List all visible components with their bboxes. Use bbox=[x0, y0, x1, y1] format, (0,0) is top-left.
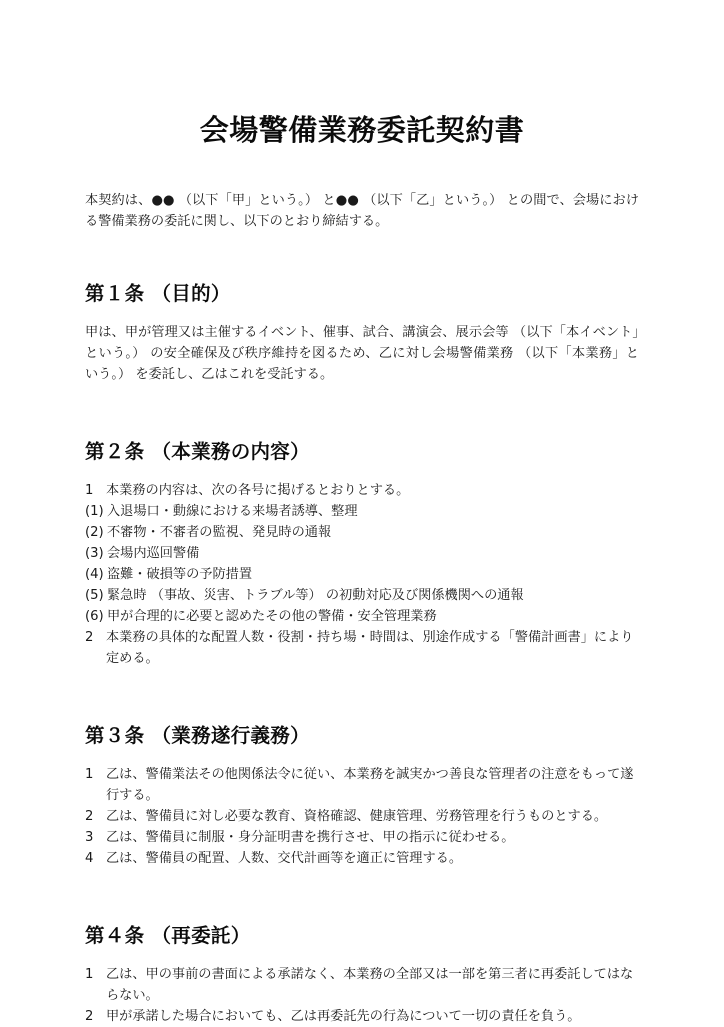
clause-number: 4 bbox=[85, 851, 94, 867]
clause-text: 乙は、甲の事前の書面による承諾なく、本業務の全部又は一部を第三者に再委託してはならない。 bbox=[106, 967, 634, 1004]
article-3-heading: 第３条 （業務遂行義務） bbox=[85, 724, 310, 748]
article-2-clause-1 bbox=[85, 480, 639, 501]
article-1-paragraph: 甲は、甲が管理又は主催するイベント、催事、試合、講演会、展示会等 （以下「本イベント」という。） の安全確保及び秩序維持を図るため、乙に対し会場警備業務 （以下「本業務」という。） を委託し、乙はこれを受託する。 bbox=[85, 325, 639, 383]
clause-text: 乙は、警備業法その他関係法令に従い、本業務を誠実かつ善良な管理者の注意をもって遂行する。 bbox=[106, 767, 634, 804]
item-number: (2) bbox=[85, 525, 104, 541]
article-4-heading: 第４条 （再委託） bbox=[85, 924, 251, 948]
article-4-body bbox=[85, 949, 639, 1027]
article-1 bbox=[85, 232, 639, 385]
clause-text: 乙は、警備員の配置、人数、交代計画等を適正に管理する。 bbox=[106, 851, 463, 867]
article-2-item-2 bbox=[85, 522, 639, 543]
article-3-clause-1 bbox=[85, 764, 639, 806]
article-2-body bbox=[85, 465, 639, 669]
clause-number: 2 bbox=[85, 809, 94, 825]
document-content bbox=[85, 0, 639, 1027]
clause-number: 3 bbox=[85, 830, 94, 846]
article-2-heading: 第２条 （本業務の内容） bbox=[85, 440, 310, 464]
clause-number: 1 bbox=[85, 767, 94, 783]
item-number: (5) bbox=[85, 588, 104, 604]
article-1-heading: 第１条 （目的） bbox=[85, 282, 231, 306]
article-2-item-1 bbox=[85, 501, 639, 522]
clause-text: 本業務の内容は、次の各号に掲げるとおりとする。 bbox=[106, 483, 410, 499]
document-title: 会場警備業務委託契約書 bbox=[199, 113, 525, 147]
clause-text: 乙は、警備員に制服・身分証明書を携行させ、甲の指示に従わせる。 bbox=[106, 830, 515, 846]
article-3-clause-4 bbox=[85, 848, 639, 869]
article-1-body bbox=[85, 307, 639, 385]
item-number: (6) bbox=[85, 609, 104, 625]
article-3-clause-3 bbox=[85, 827, 639, 848]
clause-number: 1 bbox=[85, 967, 94, 983]
article-3 bbox=[85, 669, 639, 869]
article-4-clause-1 bbox=[85, 964, 639, 1006]
item-text: 甲が合理的に必要と認めたその他の警備・安全管理業務 bbox=[107, 609, 437, 625]
article-4 bbox=[85, 869, 639, 1027]
article-2-item-3 bbox=[85, 543, 639, 564]
clause-number: 1 bbox=[85, 483, 94, 499]
article-2-item-6 bbox=[85, 606, 639, 627]
clause-number: 2 bbox=[85, 630, 94, 646]
clause-text: 乙は、警備員に対し必要な教育、資格確認、健康管理、労務管理を行うものとする。 bbox=[106, 809, 608, 825]
item-text: 会場内巡回警備 bbox=[107, 546, 200, 562]
clause-text: 甲が承諾した場合においても、乙は再委託先の行為について一切の責任を負う。 bbox=[106, 1009, 581, 1025]
clause-number: 2 bbox=[85, 1009, 94, 1025]
article-2-item-4 bbox=[85, 564, 639, 585]
item-number: (4) bbox=[85, 567, 104, 583]
article-2 bbox=[85, 385, 639, 669]
clause-text: 本業務の具体的な配置人数・役割・持ち場・時間は、別途作成する「警備計画書」により定める。 bbox=[106, 630, 634, 667]
item-number: (3) bbox=[85, 546, 104, 562]
article-3-clause-2 bbox=[85, 806, 639, 827]
item-text: 入退場口・動線における来場者誘導、整理 bbox=[107, 504, 358, 520]
item-number: (1) bbox=[85, 504, 104, 520]
item-text: 不審物・不審者の監視、発見時の通報 bbox=[107, 525, 332, 541]
article-2-item-5 bbox=[85, 585, 639, 606]
item-text: 緊急時 （事故、災害、トラブル等） の初動対応及び関係機関への通報 bbox=[107, 588, 524, 604]
article-2-clause-2 bbox=[85, 627, 639, 669]
article-3-body bbox=[85, 749, 639, 869]
item-text: 盗難・破損等の予防措置 bbox=[107, 567, 253, 583]
intro-paragraph: 本契約は、●● （以下「甲」という。） と●● （以下「乙」という。） との間で、会場における警備業務の委託に関し、以下のとおり締結する。 bbox=[85, 193, 639, 230]
